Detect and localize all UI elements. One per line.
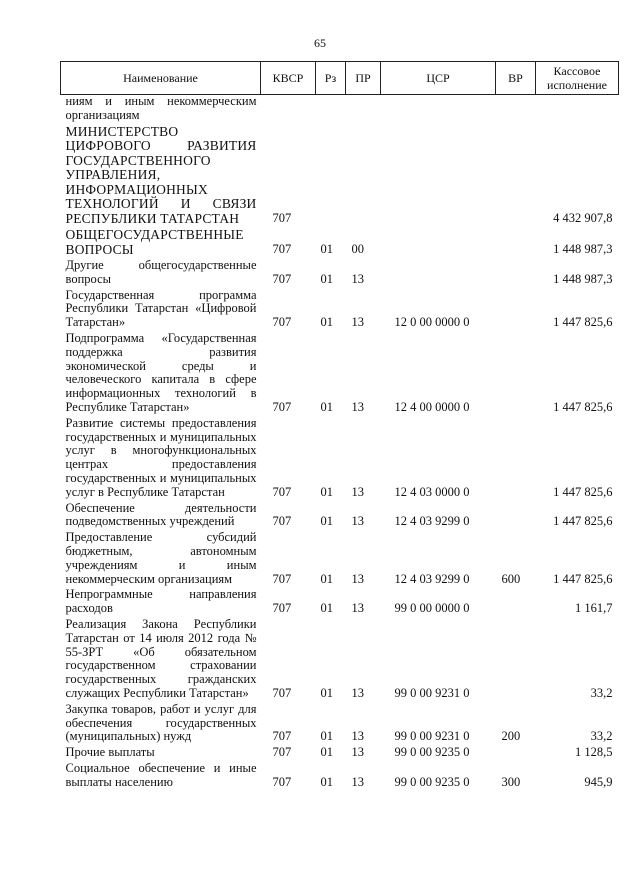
header-pr: ПР xyxy=(346,62,381,95)
row-kvsr: 707 xyxy=(272,211,292,226)
table-row xyxy=(61,762,619,792)
row-pr: 13 xyxy=(351,571,364,586)
row-name: ниям и иным некоммерческим организациям xyxy=(65,94,257,122)
budget-table xyxy=(60,61,619,792)
row-name: Другие общегосударственные вопросы xyxy=(65,258,257,286)
row-name: МИНИСТЕРСТВО ЦИФРОВОГО РАЗВИТИЯ ГОСУДАРСТВЕННОГО УПРАВЛЕНИЯ, ИНФОРМАЦИОННЫХ ТЕХНОЛОГИЙ И СВЯЗИ РЕСПУБЛИКИ ТАТАРСТАН xyxy=(65,123,257,226)
row-csr: 12 4 03 9299 0 xyxy=(394,514,470,529)
row-pr: 13 xyxy=(351,315,364,330)
row-amount: 1 447 825,6 xyxy=(553,571,613,586)
row-vr xyxy=(496,588,536,618)
row-vr xyxy=(496,125,536,229)
table-row xyxy=(61,618,619,703)
row-kvsr: 707 xyxy=(272,400,292,415)
row-rz: 01 xyxy=(320,774,333,789)
row-rz: 01 xyxy=(320,514,333,529)
row-kvsr: 707 xyxy=(272,315,292,330)
row-amount: 1 448 987,3 xyxy=(553,242,613,257)
row-name: Прочие выплаты xyxy=(65,745,155,760)
row-name: Подпрограмма «Государственная поддержка развития экономической среды и человеческого капитала в сфере информационных технологий в Республике Татарстан» xyxy=(65,331,257,415)
row-amount: 1 447 825,6 xyxy=(553,315,613,330)
table-row xyxy=(61,588,619,618)
row-amount: 1 447 825,6 xyxy=(553,514,613,529)
header-name: Наименование xyxy=(61,62,261,95)
row-amount: 33,2 xyxy=(590,686,613,700)
row-csr: 99 0 00 9231 0 xyxy=(394,686,470,700)
header-amount: Кассовое исполнение xyxy=(536,62,619,95)
row-name: Социальное обеспечение и иные выплаты населению xyxy=(65,760,257,789)
row-pr: 13 xyxy=(351,514,364,529)
row-rz xyxy=(316,125,346,229)
row-rz: 01 xyxy=(320,242,333,257)
row-kvsr: 707 xyxy=(272,745,292,760)
table-row xyxy=(61,531,619,588)
row-csr: 99 0 00 9231 0 xyxy=(394,729,470,744)
row-rz: 01 xyxy=(320,745,333,760)
row-rz xyxy=(316,95,346,125)
table-row xyxy=(61,289,619,332)
row-kvsr: 707 xyxy=(272,271,292,286)
row-rz: 01 xyxy=(320,571,333,586)
row-pr: 13 xyxy=(351,729,364,744)
row-name: ОБЩЕГОСУДАРСТВЕННЫЕ ВОПРОСЫ xyxy=(65,227,244,257)
row-pr: 13 xyxy=(351,601,364,616)
row-vr xyxy=(496,618,536,703)
row-vr xyxy=(496,228,536,259)
table-row xyxy=(61,125,619,229)
row-pr: 13 xyxy=(351,271,364,286)
row-name: Реализация Закона Республики Татарстан от 14 июля 2012 года № 55-ЗРТ «Об обязательном государственном страховании государственных гражданских служащих Республики Татарстан» xyxy=(65,617,257,700)
row-csr: 12 4 03 0000 0 xyxy=(394,484,470,499)
row-csr: 12 4 03 9299 0 xyxy=(394,571,470,586)
row-pr: 00 xyxy=(351,242,364,257)
row-kvsr: 707 xyxy=(272,729,292,744)
header-vr: ВР xyxy=(496,62,536,95)
row-kvsr: 707 xyxy=(272,242,292,257)
row-name: Предоставление субсидий бюджетным, автономным учреждениям и иным некоммерческим организациям xyxy=(65,530,257,586)
row-csr xyxy=(381,95,496,125)
row-amount: 945,9 xyxy=(584,774,613,789)
row-pr: 13 xyxy=(351,686,364,700)
row-amount: 4 432 907,8 xyxy=(553,211,613,226)
row-csr: 99 0 00 9235 0 xyxy=(394,745,470,760)
row-csr xyxy=(381,228,496,259)
row-csr: 99 0 00 0000 0 xyxy=(394,601,470,616)
table-row xyxy=(61,228,619,259)
row-vr xyxy=(496,259,536,289)
row-rz: 01 xyxy=(320,601,333,616)
row-vr: 600 xyxy=(501,571,521,586)
row-csr xyxy=(381,259,496,289)
row-amount: 33,2 xyxy=(590,729,613,744)
row-amount: 1 128,5 xyxy=(575,745,613,760)
row-vr: 300 xyxy=(501,774,521,789)
row-name: Непрограммные направления расходов xyxy=(65,587,257,616)
row-pr: 13 xyxy=(351,484,364,499)
row-rz: 01 xyxy=(320,484,333,499)
row-csr xyxy=(381,125,496,229)
row-pr: 13 xyxy=(351,400,364,415)
table-row xyxy=(61,95,619,125)
row-rz: 01 xyxy=(320,686,333,700)
row-kvsr: 707 xyxy=(272,601,292,616)
row-csr: 12 0 00 0000 0 xyxy=(394,315,470,330)
row-amount: 1 161,7 xyxy=(575,601,613,616)
row-amount: 1 447 825,6 xyxy=(553,484,613,499)
row-pr xyxy=(346,125,381,229)
row-vr: 200 xyxy=(501,729,521,744)
table-row xyxy=(61,746,619,762)
row-vr xyxy=(496,95,536,125)
row-rz: 01 xyxy=(320,729,333,744)
row-name: Государственная программа Республики Татарстан «Цифровой Татарстан» xyxy=(65,287,257,330)
header-rz: Рз xyxy=(316,62,346,95)
row-amount xyxy=(536,95,619,125)
row-kvsr: 707 xyxy=(272,686,292,700)
header-kvsr: КВСР xyxy=(261,62,316,95)
row-name: Развитие системы предоставления государственных и муниципальных услуг в многофункциональных центрах предоставления государственных и муниципальных услуг в Республике Татарстан xyxy=(65,415,257,499)
table-row xyxy=(61,332,619,417)
table-header-row xyxy=(61,62,619,95)
row-pr: 13 xyxy=(351,774,364,789)
row-rz: 01 xyxy=(320,271,333,286)
page-number: 65 xyxy=(314,36,326,50)
row-rz: 01 xyxy=(320,400,333,415)
header-csr: ЦСР xyxy=(381,62,496,95)
row-csr: 12 4 00 0000 0 xyxy=(394,400,470,415)
row-csr: 99 0 00 9235 0 xyxy=(394,774,470,789)
row-vr xyxy=(496,289,536,332)
row-kvsr xyxy=(261,95,316,125)
table-row xyxy=(61,417,619,502)
row-kvsr: 707 xyxy=(272,774,292,789)
row-amount: 1 447 825,6 xyxy=(553,400,613,415)
row-vr xyxy=(496,332,536,417)
table-row xyxy=(61,259,619,289)
row-kvsr: 707 xyxy=(272,571,292,586)
row-amount: 1 448 987,3 xyxy=(553,271,613,286)
row-rz: 01 xyxy=(320,315,333,330)
row-vr xyxy=(496,746,536,762)
row-pr: 13 xyxy=(351,745,364,760)
row-pr xyxy=(346,95,381,125)
table-row xyxy=(61,703,619,746)
row-kvsr: 707 xyxy=(272,514,292,529)
table-row xyxy=(61,502,619,532)
row-vr xyxy=(496,502,536,532)
row-name: Закупка товаров, работ и услуг для обеспечения государственных (муниципальных) нужд xyxy=(65,701,257,744)
row-name: Обеспечение деятельности подведомственных учреждений xyxy=(65,500,257,529)
row-vr xyxy=(496,417,536,502)
row-kvsr: 707 xyxy=(272,484,292,499)
